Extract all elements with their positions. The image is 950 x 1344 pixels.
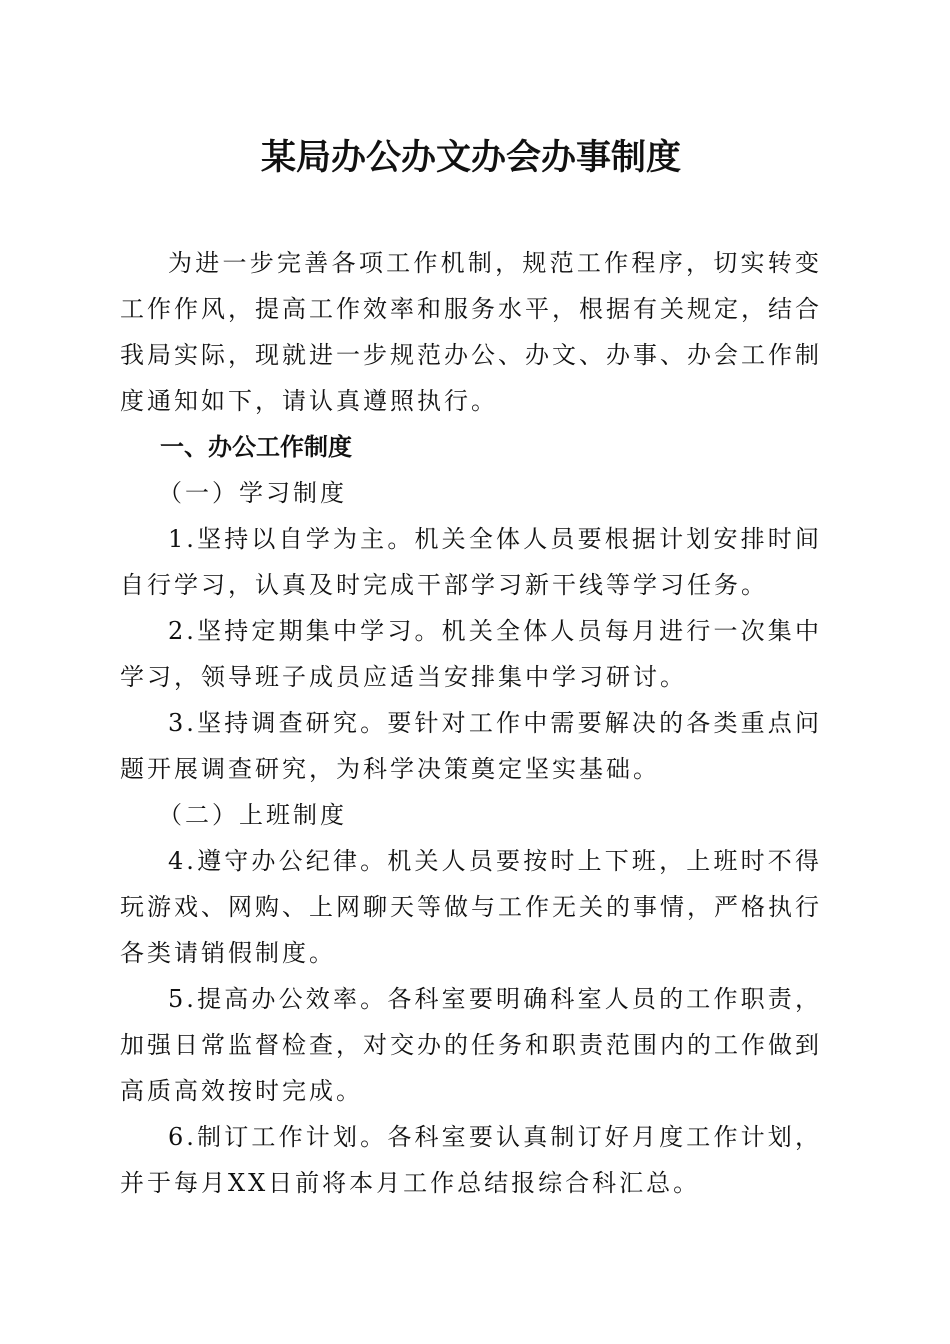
subsection-heading-study-system: （一）学习制度 — [158, 479, 347, 507]
list-item-6: 6.制订工作计划。各科室要认真制订好月度工作计划，并于每月XX日前将本月工作总结报综合科汇总。 — [120, 1123, 822, 1197]
document-title: 某局办公办文办会办事制度 — [260, 138, 681, 178]
list-item-1: 1.坚持以自学为主。机关全体人员要根据计划安排时间自行学习，认真及时完成干部学习新干线等学习任务。 — [120, 525, 822, 599]
document-page — [120, 128, 822, 1206]
section-heading-office-system: 一、办公工作制度 — [160, 433, 352, 461]
subsection-heading-work-system: （二）上班制度 — [158, 801, 347, 829]
intro-paragraph: 为进一步完善各项工作机制，规范工作程序，切实转变工作作风，提高工作效率和服务水平，根据有关规定，结合我局实际，现就进一步规范办公、办文、办事、办会工作制度通知如下，请认真遵照执行。 — [120, 249, 822, 415]
list-item-5: 5.提高办公效率。各科室要明确科室人员的工作职责，加强日常监督检查，对交办的任务和职责范围内的工作做到高质高效按时完成。 — [120, 985, 822, 1105]
list-item-2: 2.坚持定期集中学习。机关全体人员每月进行一次集中学习，领导班子成员应适当安排集中学习研讨。 — [120, 617, 822, 691]
list-item-3: 3.坚持调查研究。要针对工作中需要解决的各类重点问题开展调查研究，为科学决策奠定坚实基础。 — [120, 709, 822, 783]
list-item-4: 4.遵守办公纪律。机关人员要按时上下班，上班时不得玩游戏、网购、上网聊天等做与工作无关的事情，严格执行各类请销假制度。 — [120, 847, 822, 967]
